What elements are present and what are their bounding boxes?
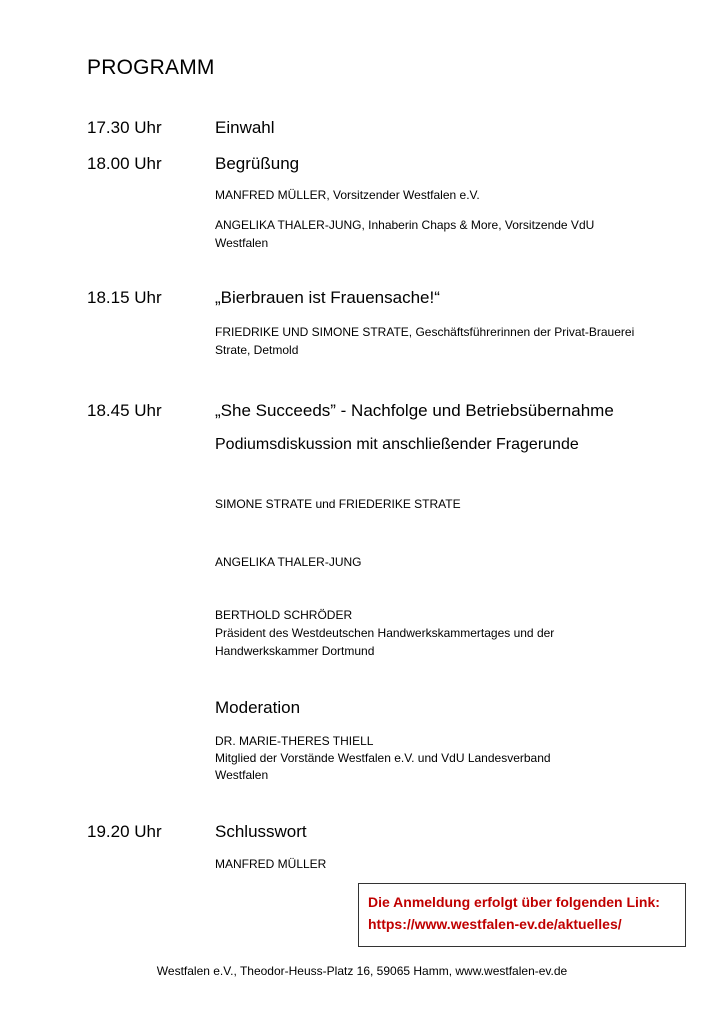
speaker-line: MANFRED MÜLLER, Vorsitzender Westfalen e.V. (215, 188, 480, 202)
registration-notice-box (358, 883, 686, 947)
moderation-line: DR. MARIE-THERES THIELL (215, 734, 374, 748)
item-heading-einwahl: Einwahl (215, 118, 275, 137)
panel-line: Präsident des Westdeutschen Handwerkskammertages und der (215, 626, 555, 640)
time-1800: 18.00 Uhr (87, 154, 162, 173)
speaker-line: Westfalen (215, 236, 269, 250)
panel-line: BERTHOLD SCHRÖDER (215, 608, 353, 622)
item-heading-bierbrauen: „Bierbrauen ist Frauensache!“ (215, 288, 440, 307)
panel-line: SIMONE STRATE und FRIEDERIKE STRATE (215, 497, 461, 511)
item-heading-schlusswort: Schlusswort (215, 822, 307, 841)
time-1815: 18.15 Uhr (87, 288, 162, 307)
item-heading-she-succeeds: „She Succeeds” - Nachfolge und Betriebsübernahme (215, 401, 614, 420)
speaker-line: ANGELIKA THALER-JUNG, Inhaberin Chaps & More, Vorsitzende VdU (215, 218, 595, 232)
panel-line: ANGELIKA THALER-JUNG (215, 555, 362, 569)
time-1920: 19.20 Uhr (87, 822, 162, 841)
moderation-line: Westfalen (215, 768, 269, 782)
registration-notice-text: Die Anmeldung erfolgt über folgenden Link: (368, 894, 660, 910)
registration-link[interactable]: https://www.westfalen-ev.de/aktuelles/ (368, 916, 622, 932)
time-1845: 18.45 Uhr (87, 401, 162, 420)
moderation-heading: Moderation (215, 698, 301, 717)
speaker-line: Strate, Detmold (215, 343, 299, 357)
item-subheading-podium: Podiumsdiskussion mit anschließender Fragerunde (215, 436, 579, 453)
speaker-line: MANFRED MÜLLER (215, 857, 327, 871)
speaker-line: FRIEDRIKE UND SIMONE STRATE, Geschäftsführerinnen der Privat-Brauerei (215, 325, 635, 339)
item-heading-begruessung: Begrüßung (215, 154, 300, 173)
time-1730: 17.30 Uhr (87, 118, 162, 137)
page-title: PROGRAMM (87, 56, 215, 79)
moderation-line: Mitglied der Vorstände Westfalen e.V. und VdU Landesverband (215, 751, 551, 765)
panel-line: Handwerkskammer Dortmund (215, 644, 375, 658)
page-footer: Westfalen e.V., Theodor-Heuss-Platz 16, 59065 Hamm, www.westfalen-ev.de (156, 964, 568, 978)
